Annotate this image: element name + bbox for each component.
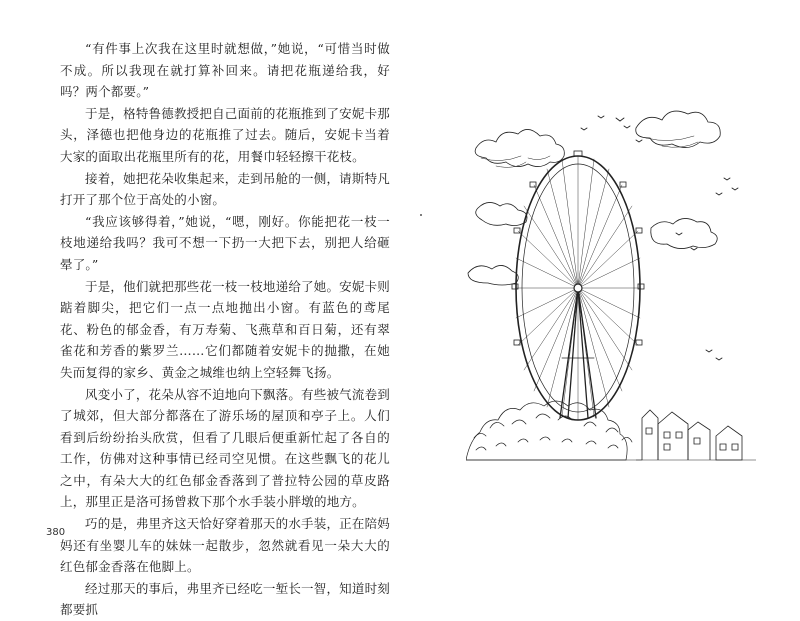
paragraph: 巧的是，弗里齐这天恰好穿着那天的水手装，正在陪妈妈还有坐婴儿车的妹妹一起散步，忽然就看见一朵大大的红色郁金香落在他脚上。 [60, 516, 390, 575]
page-number: 380 [46, 527, 66, 538]
ferris-wheel-illustration [466, 88, 756, 468]
paragraph: 于是，格特鲁德教授把自己面前的花瓶推到了安妮卡那头，泽德也把他身边的花瓶推了过去。随后，安妮卡当着大家的面取出花瓶里所有的花，用餐巾轻轻擦干花枝。 [60, 105, 390, 164]
center-dot [420, 214, 422, 216]
text-column [60, 38, 390, 621]
ferris-wheel [512, 151, 644, 420]
paragraph: “我应该够得着，”她说，“嗯，刚好。你能把花一枝一枝地递给我吗？我可不想一下扔一大把下去，别把人给砸晕了。” [60, 213, 390, 272]
paragraph: 风变小了，花朵从容不迫地向下飘落。有些被气流卷到了城郊，但大部分都落在了游乐场的屋顶和亭子上。人们看到后纷纷抬头欣赏，但看了几眼后便重新忙起了各自的工作，仿佛对这种事情已经司空见惯。在这些飘飞的花儿之中，有朵大大的红色郁金香落到了普拉特公园的草皮路上，那里正是洛可扬曾救下那个水手装小胖墩的地方。 [60, 386, 390, 510]
birds [581, 116, 738, 360]
paragraph: 于是，他们就把那些花一枝一枝地递给了她。安妮卡则踮着脚尖，把它们一点一点地抛出小窗。有蓝色的鸢尾花、粉色的郁金香，有万寿菊、飞燕草和百日菊，还有翠雀花和芳香的紫罗兰……它们都随着安妮卡的抛撒，在她失而复得的家乡、黄金之城维也纳上空轻舞飞扬。 [60, 278, 390, 380]
paragraph: 经过那天的事后，弗里齐已经吃一堑长一智，知道时刻都要抓 [60, 580, 390, 618]
paragraph: 接着，她把花朵收集起来，走到吊舱的一侧，请斯特凡打开了那个位于高处的小窗。 [60, 170, 390, 208]
clouds [468, 111, 720, 285]
buildings [636, 410, 756, 460]
paragraph: “有件事上次我在这里时就想做，”她说，“可惜当时做不成。所以我现在就打算补回来。请把花瓶递给我，好吗？两个都要。” [60, 41, 390, 100]
